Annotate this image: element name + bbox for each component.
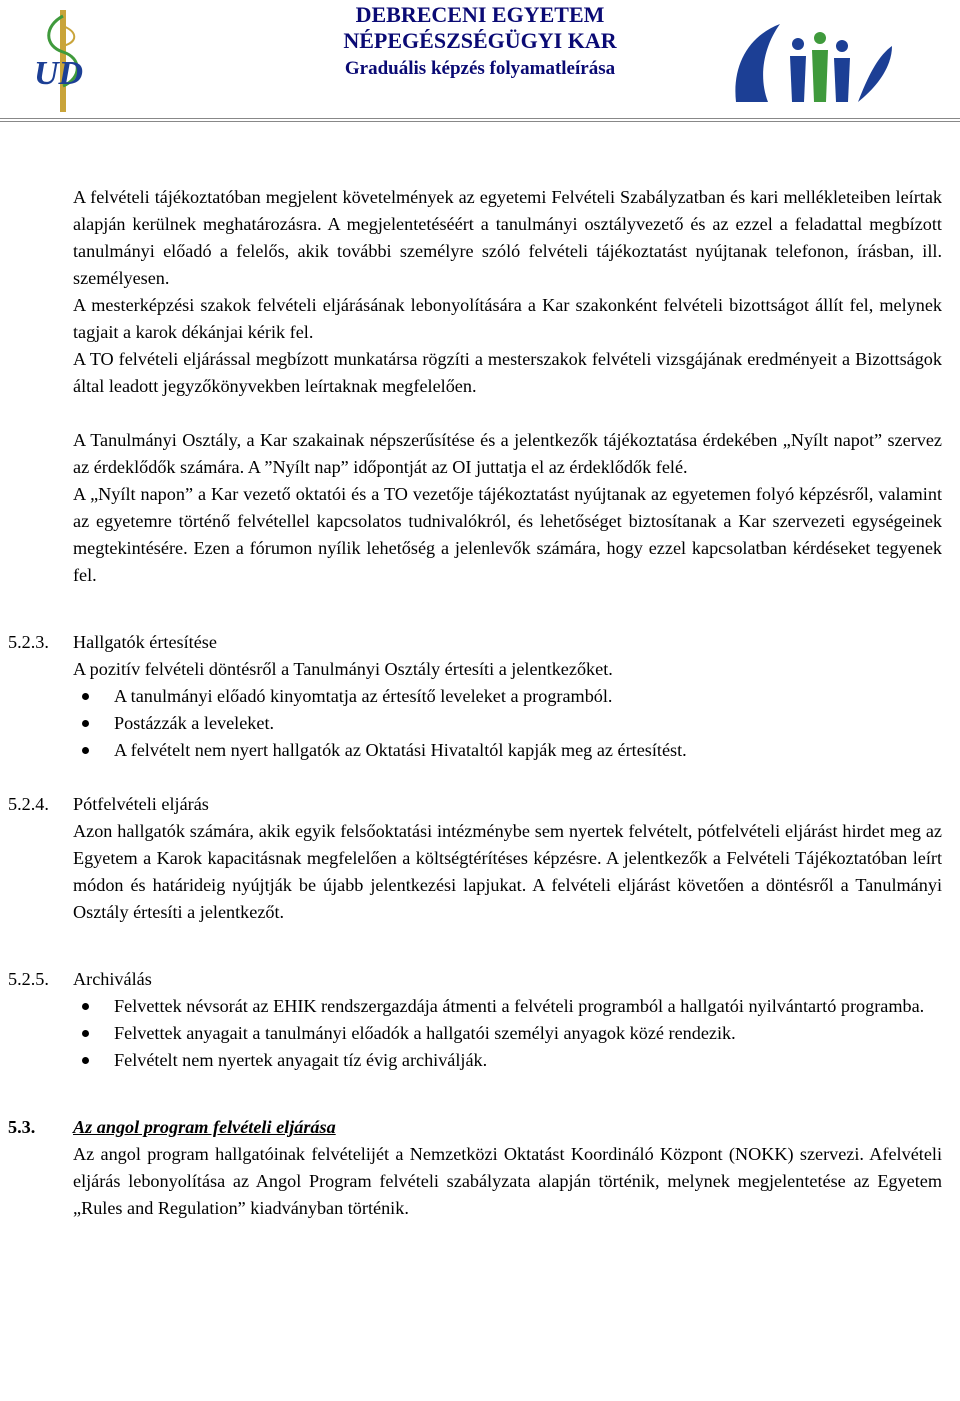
section-text: A pozitív felvételi döntésről a Tanulmányi Osztály értesíti a jelentkezőket. xyxy=(73,659,613,679)
section-heading-5-2-4 xyxy=(8,791,942,818)
header-divider xyxy=(0,118,960,119)
section-title: Pótfelvételi eljárás xyxy=(73,794,209,814)
section-text: Az angol program hallgatóinak felvételijét a Nemzetközi Oktatást Koordináló Központ (NOKK) szervezi. Afelvételi eljárás lebonyolítása az Angol Program felvételi szabályzata alapján történik, melynek megjelentetése az Egyetem „Rules and Regulation” kiadványban történik. xyxy=(73,1144,942,1218)
header-university: DEBRECENI EGYETEM xyxy=(355,2,605,27)
section-number: 5.3. xyxy=(8,1117,36,1137)
section-heading-5-2-3 xyxy=(8,629,942,656)
header-divider-second xyxy=(0,121,960,122)
list-item: Felvettek névsorát az EHIK rendszergazdája átmenti a felvételi programból a hallgatói nyilvántartó programba. xyxy=(73,993,942,1020)
list-item: A tanulmányi előadó kinyomtatja az értesítő leveleket a programból. xyxy=(73,683,942,710)
university-logo-icon xyxy=(24,6,104,116)
paragraph-intro-3: A TO felvételi eljárással megbízott munkatársa rögzíti a mesterszakok felvételi vizsgájának eredményeit a Bizottságok által leadott jegyzőkönyvekben leírtaknak megfelelően. xyxy=(73,349,942,396)
page-header xyxy=(0,0,960,122)
paragraph-intro-2: A mesterképzési szakok felvételi eljárásának lebonyolítására a Kar szakonként felvételi bizottságot állít fel, melynek tagjait a karok dékánjai kérik fel. xyxy=(73,295,942,342)
document-body xyxy=(8,184,942,1222)
list-item: A felvételt nem nyert hallgatók az Oktatási Hivataltól kapják meg az értesítést. xyxy=(73,737,942,764)
list-item: Felvételt nem nyertek anyagait tíz évig archiválják. xyxy=(73,1047,942,1074)
section-number: 5.2.4. xyxy=(8,794,49,814)
section-heading-5-2-5 xyxy=(8,966,942,993)
section-number: 5.2.3. xyxy=(8,632,49,652)
svg-text:UD: UD xyxy=(34,55,84,92)
paragraph-intro-1: A felvételi tájékoztatóban megjelent követelmények az egyetemi Felvételi Szabályzatban és kari mellékleteiben leírtak alapján kerülnek meghatározásra. A megjelentetéséért a tanulmányi osztályvezető és az ezzel a feladattal megbízott tanulmányi előadó a felelős, akik további személyre szóló felvételi tájékoztatást nyújtanak telefonon, írásban, ill. személyesen. xyxy=(73,187,942,288)
section-title: Archiválás xyxy=(73,969,152,989)
header-title xyxy=(260,2,700,82)
header-subtitle: Graduális képzés folyamatleírása xyxy=(344,58,616,79)
bullet-list-archiving xyxy=(73,993,942,1074)
bullet-list-notification xyxy=(73,683,942,764)
header-faculty: NÉPEGÉSZSÉGÜGYI KAR xyxy=(343,28,617,53)
faculty-logo-icon xyxy=(728,16,898,112)
section-title: Hallgatók értesítése xyxy=(73,632,217,652)
paragraph-open-day-1: A Tanulmányi Osztály, a Kar szakainak népszerűsítése és a jelentkezők tájékoztatása érdekében „Nyílt napot” szervez az érdeklődők számára. A ”Nyílt nap” időpontját az OI juttatja el az érdeklődők felé. xyxy=(73,430,942,477)
paragraph-open-day-2: A „Nyílt napon” a Kar vezető oktatói és a TO vezetője tájékoztatást nyújtanak az egyetemen folyó képzésről, valamint az egyetemre történő felvétellel kapcsolatos tudnivalókról, és lehetőséget biztosítanak a Kar szervezeti egységeinek megtekintésére. Ezen a fórumon nyílik lehetőség a jelenlevők számára, hogy ezzel kapcsolatban kérdéseket tegyenek fel. xyxy=(73,484,942,585)
section-number: 5.2.5. xyxy=(8,969,49,989)
list-item: Felvettek anyagait a tanulmányi előadók a hallgatói személyi anyagok közé rendezik. xyxy=(73,1020,942,1047)
list-item: Postázzák a leveleket. xyxy=(73,710,942,737)
section-title: Az angol program felvételi eljárása xyxy=(73,1117,336,1137)
section-heading-5-3 xyxy=(8,1114,942,1141)
section-text: Azon hallgatók számára, akik egyik felsőoktatási intézménybe sem nyertek felvételt, pótfelvételi eljárást hirdet meg az Egyetem a Karok kapacitásnak megfelelően a költségtérítéses képzésre. A jelentkezők a Felvételi Tájékoztatóban leírt módon és határideig nyújtják be újabb jelentkezési lapjukat. A felvételi eljárást követően a döntésről a Tanulmányi Osztály értesíti a jelentkezőt. xyxy=(73,821,942,922)
